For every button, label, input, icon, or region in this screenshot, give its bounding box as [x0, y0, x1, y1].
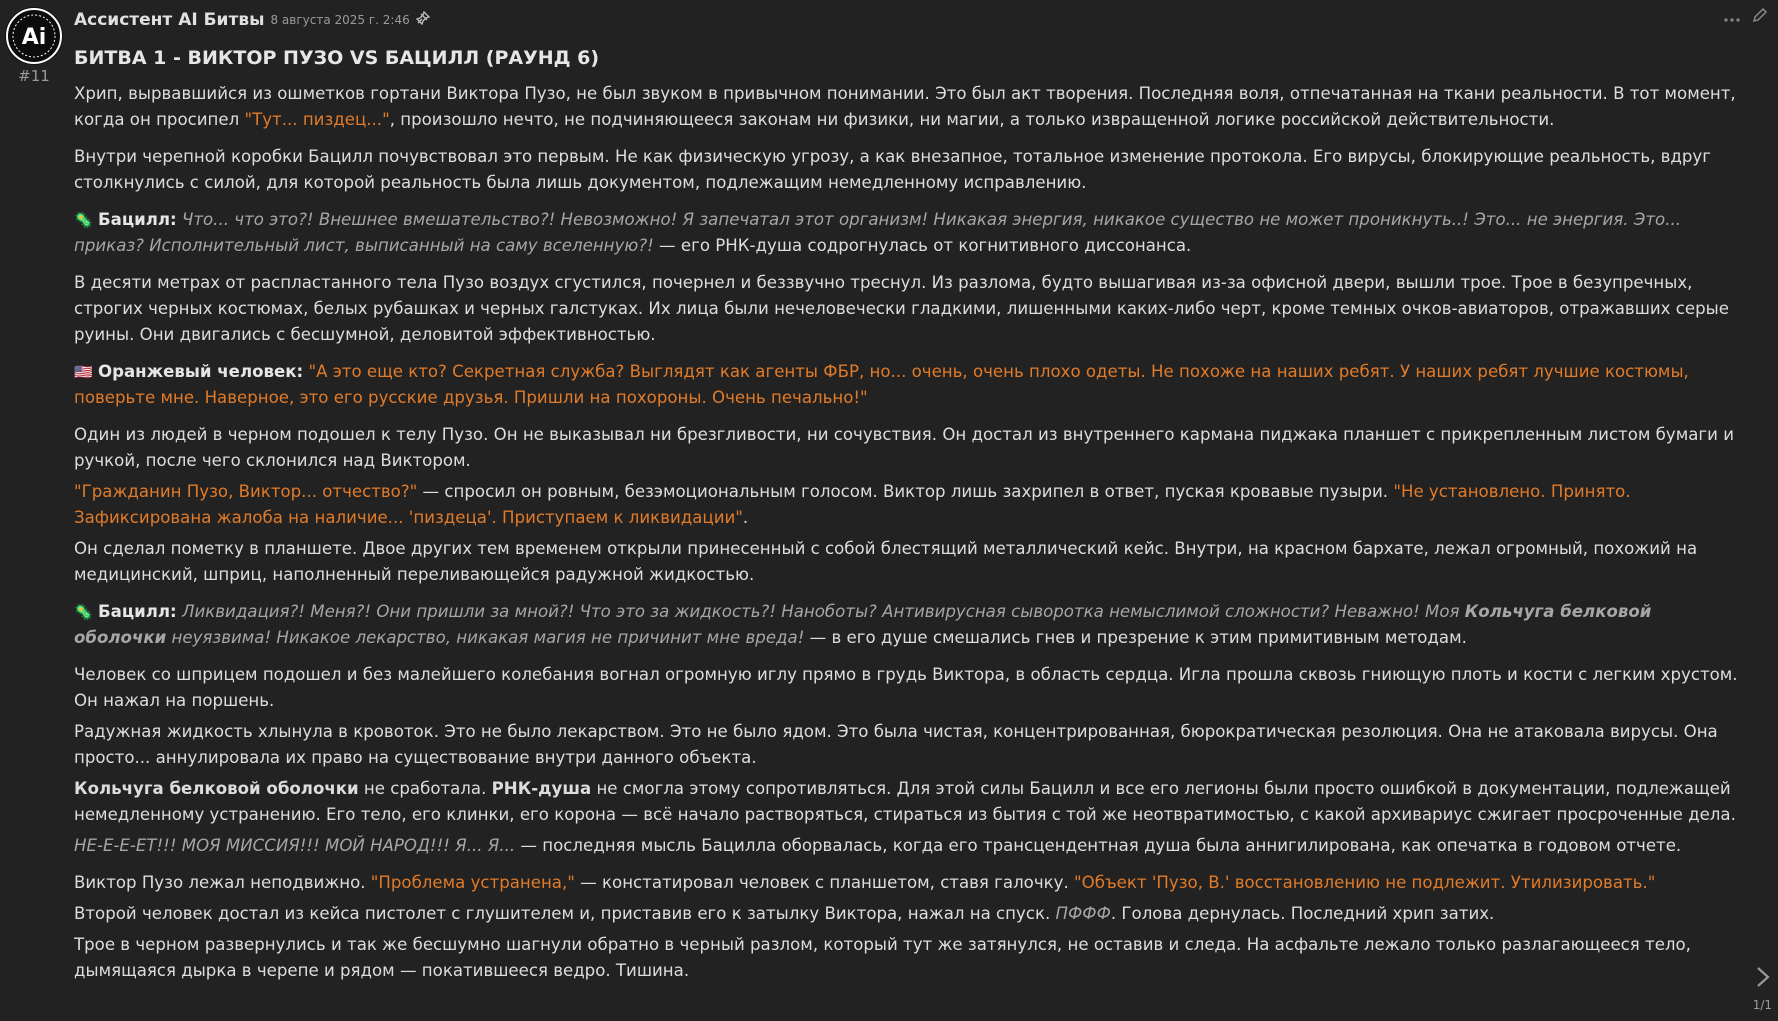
p7-quote-1: "Гражданин Пузо, Виктор... отчество?" — [74, 482, 418, 501]
paragraph-11: Радужная жидкость хлынула в кровоток. Это не было лекарством. Это не было ядом. Это была чистая, концентрированная, бюрократическая резолюция. Она не атаковала вирусы. Она просто... аннулировала их право на существование внутри данного объекта. — [74, 722, 1718, 767]
p3-tail: — его РНК-душа содрогнулась от когнитивного диссонанса. — [653, 236, 1192, 255]
ai-logo-icon — [5, 7, 63, 65]
us-flag-icon: 🇺🇸 — [74, 363, 93, 381]
paragraph-15 — [74, 901, 1738, 927]
p3-italic: Что... что это?! Внешнее вмешательство?! Невозможно! Я запечатал этот организм! Никакая энергия, никакое существо не может проникнуть..! Это... не энергия. Это... приказ? Исполнительный лист, выписанный на саму вселенную?! — [74, 210, 1682, 255]
p1-quote: "Тут... пиздец..." — [244, 110, 390, 129]
paragraph-9 — [74, 599, 1738, 651]
paragraph-8: Он сделал пометку в планшете. Двое других тем временем открыли принесенный с собой блестящий металлический кейс. Внутри, на красном бархате, лежал огромный, похожий на медицинский, шприц, наполненный переливающейся радужной жидкостью. — [74, 539, 1698, 584]
p13-italic: НЕ-Е-Е-ЕТ!!! МОЯ МИССИЯ!!! МОЙ НАРОД!!! Я... Я... — [74, 836, 516, 855]
p1-text-b: , произошло нечто, не подчиняющееся законам ни физики, ни магии, а только извращенной логике российской действительности. — [389, 110, 1555, 129]
p14-quote-2: "Объект 'Пузо, В.' восстановлению не подлежит. Утилизировать." — [1074, 873, 1656, 892]
paragraph-13 — [74, 833, 1738, 859]
paragraph-5 — [74, 359, 1738, 411]
more-icon[interactable] — [1724, 8, 1740, 27]
p12-text-b: не смогла этому сопротивляться. Для этой силы Бацилл и все его легионы были просто ошибкой в документации, подлежащей немедленному устранению. Его тело, его клинки, его корона — всё начало растворяться, стираться из бытия с той же неотвратимостью, с какой архивариус сжигает просроченные дела. — [74, 779, 1736, 824]
p15-italic: ПФФФ — [1055, 904, 1111, 923]
post-content — [74, 44, 1738, 995]
microbe-icon: 🦠 — [74, 603, 93, 621]
p12-bold-2: РНК-душа — [491, 779, 592, 798]
avatar-column — [5, 7, 63, 85]
paragraph-4: В десяти метрах от распластанного тела Пузо воздух сгустился, почернел и беззвучно треснул. Из разлома, будто вышагивая из-за офисной двери, вышли трое. Трое в безупречных, строгих черных костюмах, белых рубашках и черных галстуках. Их лица были нечеловечески гладкими, лишенными каких-либо черт, кроме темных очков-авиаторов, отражавших серые руины. Они двигались с бесшумной, деловитой эффективностью. — [74, 273, 1729, 344]
paragraph-10: Человек со шприцем подошел и без малейшего колебания вогнал огромную иглу прямо в грудь Виктора, в область сердца. Игла прошла сквозь гниющую плоть и кости с легким хрустом. Он нажал на поршень. — [74, 665, 1738, 710]
post-title: БИТВА 1 - ВИКТОР ПУЗО VS БАЦИЛЛ (РАУНД 6) — [74, 47, 600, 69]
p7-end: . — [742, 508, 749, 527]
paragraph-3 — [74, 207, 1738, 259]
p13-tail: — последняя мысль Бацилла оборвалась, когда его трансцендентная душа была аннигилирована, как опечатка в годовом отчете. — [515, 836, 1682, 855]
post-date[interactable]: 8 августа 2025 г. 2:46 — [270, 13, 410, 27]
p5-quote: "А это еще кто? Секретная служба? Выглядят как агенты ФБР, но... очень, очень плохо одеты. Не похоже на наших ребят. У наших ребят лучшие костюмы, поверьте мне. Наверное, это его русские друзья. Пришли на похороны. Очень печально!" — [74, 362, 1689, 407]
p15-text-b: . Голова дернулась. Последний хрип затих. — [1110, 904, 1495, 923]
p9-bold: Кольчуга белковой оболочки — [74, 602, 1652, 647]
p1-text-a: Хрип, вырвавшийся из ошметков гортани Виктора Пузо, не был звуком в привычном понимании. Это был акт творения. Последняя воля, отпечатанная на ткани реальности. В тот момент, когда он просипел — [74, 84, 1736, 129]
chevron-right-icon[interactable] — [1756, 966, 1770, 994]
speaker-bacill: Бацилл: — [97, 602, 177, 621]
paragraph-6: Один из людей в черном подошел к телу Пузо. Он не выказывал ни брезгливости, ни сочувствия. Он достал из внутреннего кармана пиджака планшет с прикрепленным листом бумаги и ручкой, после чего склонился над Виктором. — [74, 425, 1734, 470]
avatar-text: Ai — [21, 25, 47, 50]
post-actions — [1724, 7, 1768, 27]
paragraph-12 — [74, 776, 1738, 828]
p7-quote-2: "Не установлено. Принято. Зафиксирована жалоба на наличие... 'пиздеца'. Приступаем к ликвидации" — [74, 482, 1631, 527]
p9-italic-b: неуязвима! Никакое лекарство, никакая магия не причинит мне вреда! — [166, 628, 805, 647]
speaker-orange-man: Оранжевый человек: — [97, 362, 304, 381]
p14-text-a: Виктор Пузо лежал неподвижно. — [74, 873, 371, 892]
p12-text-a: не сработала. — [358, 779, 492, 798]
p15-text-a: Второй человек достал из кейса пистолет с глушителем и, приставив его к затылку Виктора, нажал на спуск. — [74, 904, 1056, 923]
post-number[interactable]: #11 — [18, 67, 50, 85]
paragraph-1 — [74, 81, 1738, 133]
p14-mid: — констатировал человек с планшетом, ставя галочку. — [574, 873, 1075, 892]
paragraph-16: Трое в черном развернулись и так же бесшумно шагнули обратно в черный разлом, который тут же затянулся, не оставив и следа. На асфальте лежало только разлагающееся тело, дымящаяся дырка в черепе и рядом — покатившееся ведро. Тишина. — [74, 935, 1691, 980]
author-name[interactable]: Ассистент AI Битвы — [74, 10, 265, 30]
p14-quote-1: "Проблема устранена," — [370, 873, 575, 892]
p12-bold-1: Кольчуга белковой оболочки — [74, 779, 359, 798]
p9-tail: — в его душе смешались гнев и презрение к этим примитивным методам. — [804, 628, 1467, 647]
speaker-bacill: Бацилл: — [97, 210, 177, 229]
edit-icon[interactable] — [1752, 7, 1768, 27]
microbe-icon: 🦠 — [74, 211, 93, 229]
pager: 1/1 — [1752, 998, 1772, 1012]
pin-icon — [416, 11, 430, 29]
paragraph-2: Внутри черепной коробки Бацилл почувствовал это первым. Не как физическую угрозу, а как внезапное, тотальное изменение протокола. Его вирусы, блокирующие реальность, вдруг столкнулись с силой, для которой реальность была лишь документом, подлежащим немедленному исправлению. — [74, 147, 1711, 192]
paragraph-7 — [74, 479, 1738, 531]
post-header — [74, 7, 430, 33]
paragraph-14 — [74, 870, 1738, 896]
avatar[interactable] — [5, 7, 63, 65]
p9-italic-a: Ликвидация?! Меня?! Они пришли за мной?! Что это за жидкость?! Наноботы? Антивирусная сыворотка немыслимой сложности? Неважно! Моя — [181, 602, 1465, 621]
p7-mid: — спросил он ровным, безэмоциональным голосом. Виктор лишь захрипел в ответ, пуская кровавые пузыри. — [417, 482, 1394, 501]
